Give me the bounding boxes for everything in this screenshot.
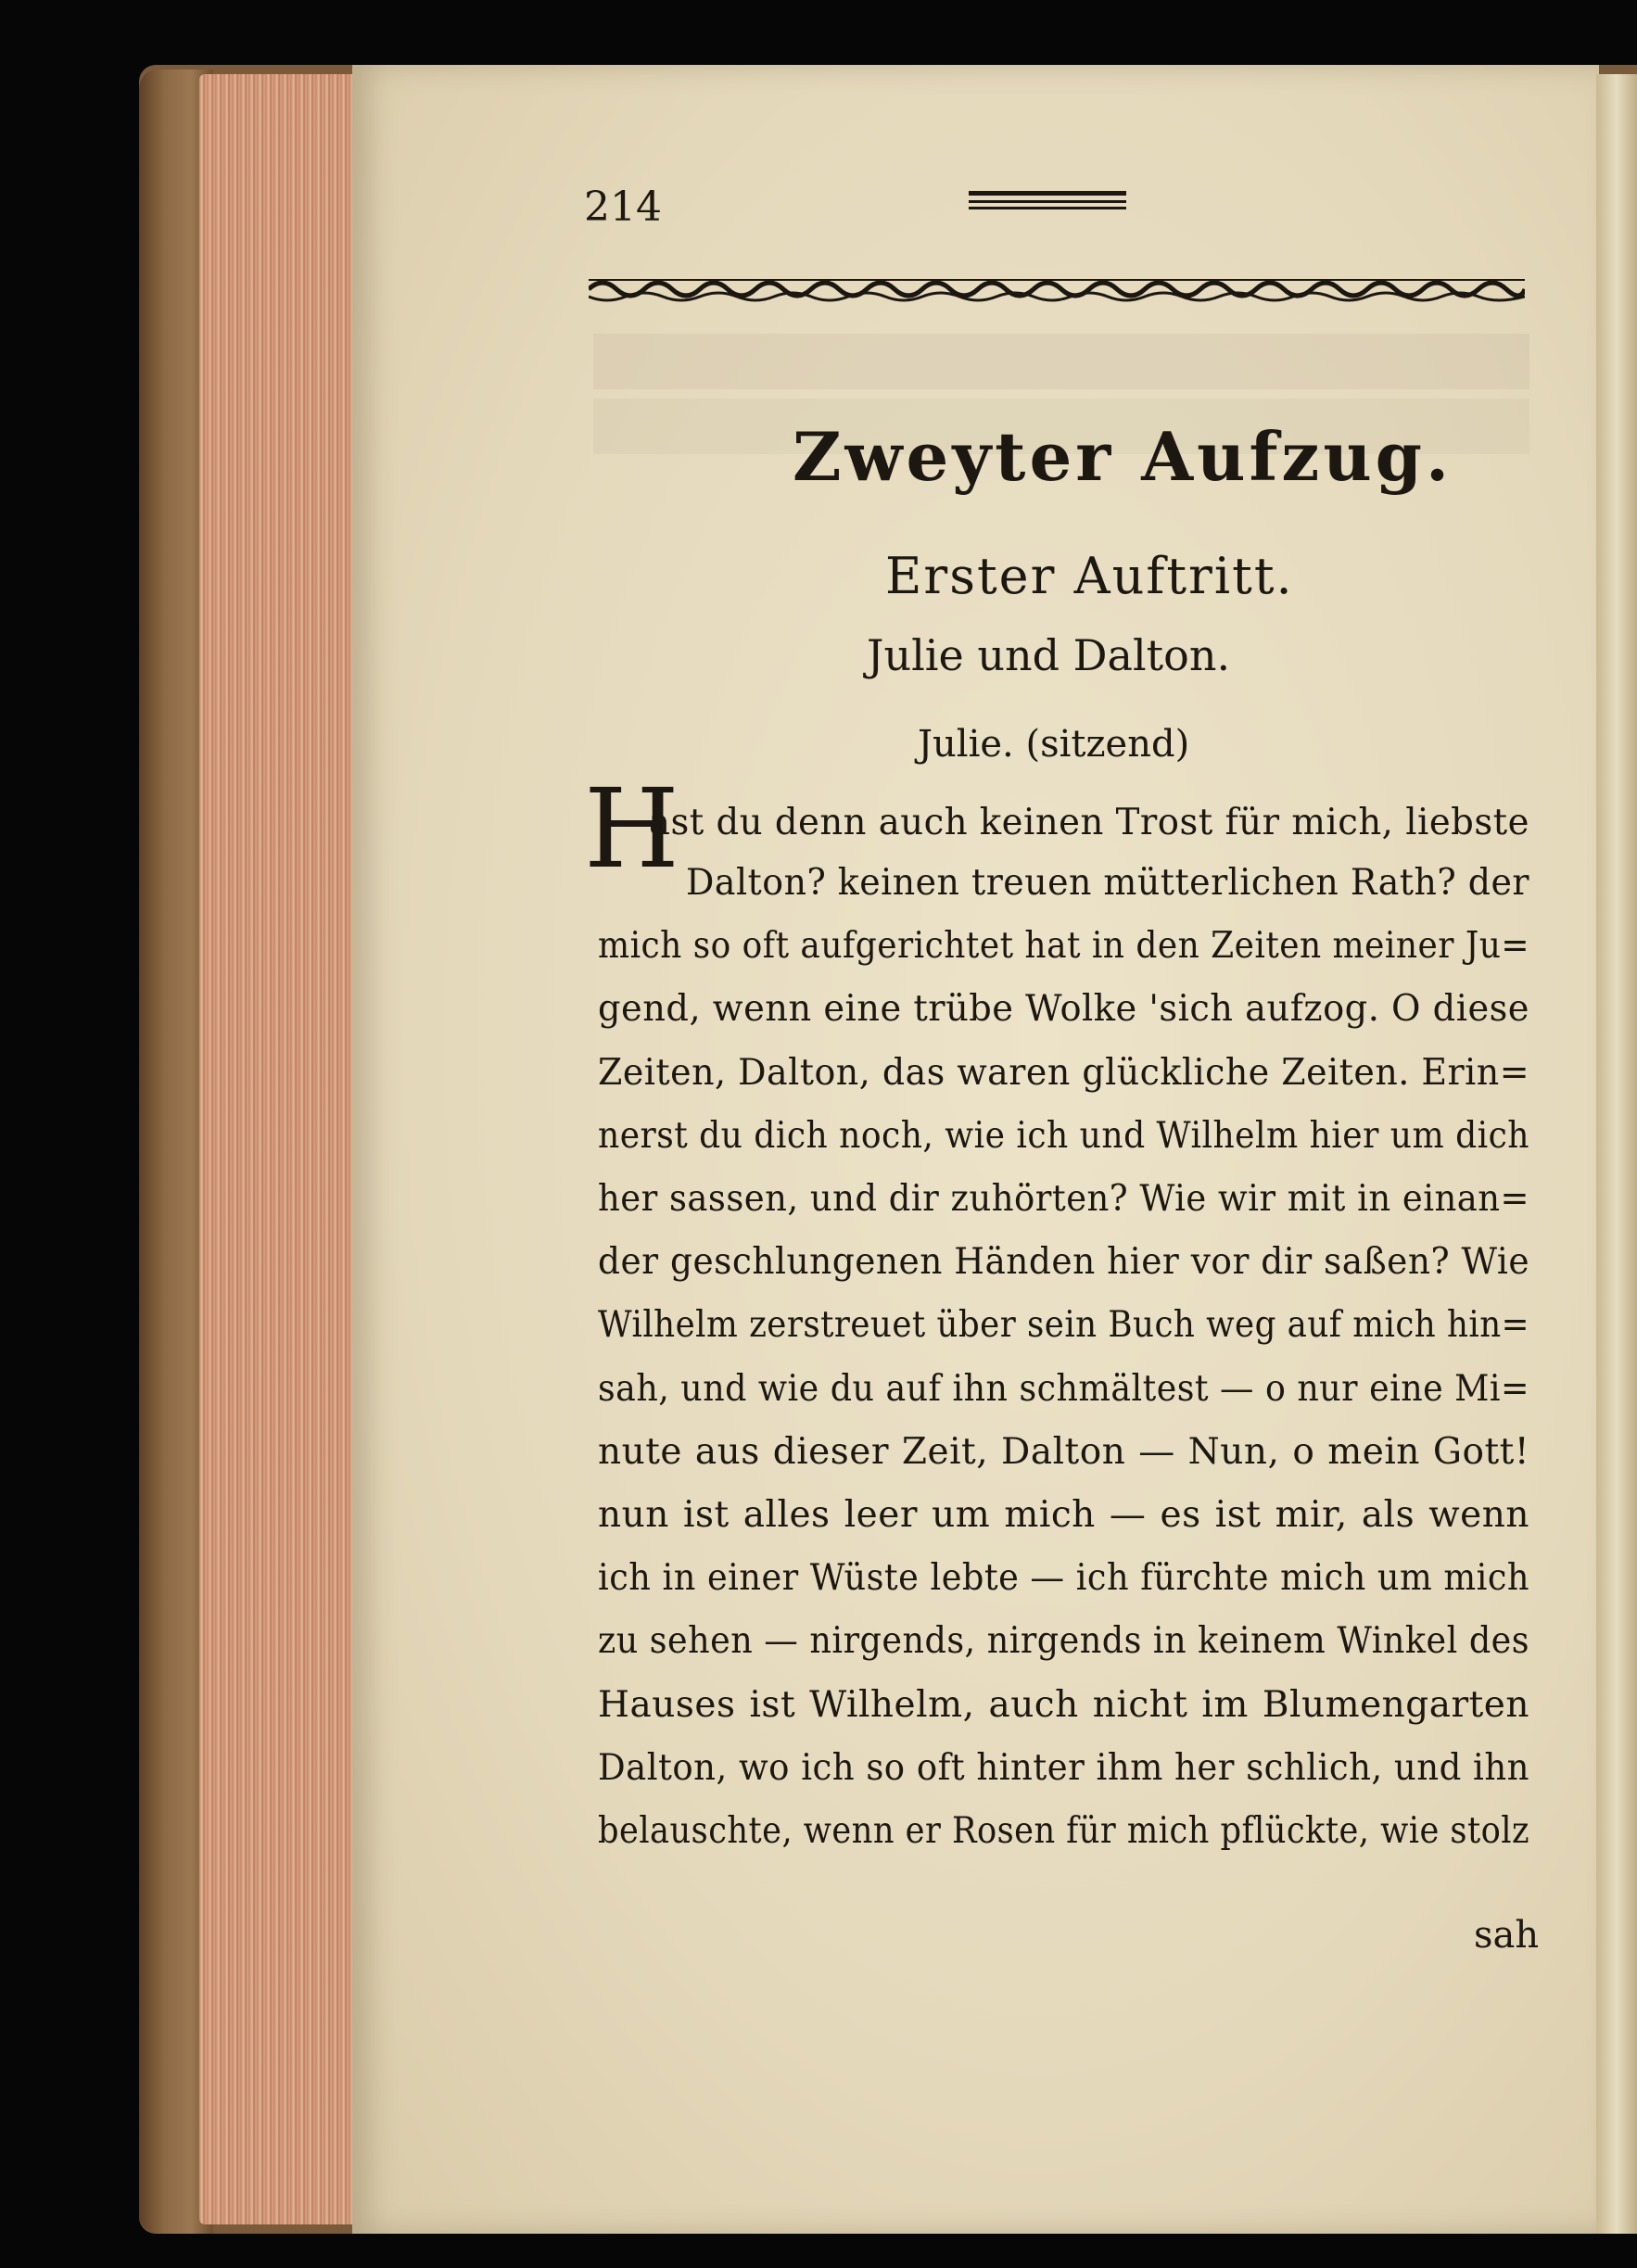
- body-text-line: der geschlungenen Händen hier vor dir saßen? Wie: [598, 1241, 1529, 1283]
- body-text-line: her sassen, und dir zuhörten? Wie wir mit in einan=: [598, 1178, 1529, 1220]
- page-stack-edge: [199, 74, 357, 2224]
- speaker-direction: Julie. (sitzend): [918, 723, 1190, 766]
- ornamental-border: [589, 269, 1525, 306]
- body-text-line: nerst du dich noch, wie ich und Wilhelm hier um dich: [598, 1115, 1529, 1157]
- scene-title: Erster Auftritt.: [885, 547, 1294, 605]
- body-text-line: Hauses ist Wilhelm, auch nicht im Blumengarten: [598, 1684, 1529, 1726]
- scene-characters: Julie und Dalton.: [867, 630, 1231, 680]
- body-text-line: mich so oft aufgerichtet hat in den Zeiten meiner Ju=: [598, 925, 1529, 967]
- body-text-line: ich in einer Wüste lebte — ich fürchte mich um mich: [598, 1557, 1529, 1599]
- header-rule: [969, 191, 1126, 211]
- facing-page-edge: [1596, 74, 1637, 2234]
- drop-cap: H: [584, 765, 679, 893]
- page-number: 214: [584, 184, 662, 231]
- body-text-line: ast du denn auch keinen Trost für mich, liebste: [649, 802, 1529, 843]
- body-text-line: Zeiten, Dalton, das waren glückliche Zeiten. Erin=: [598, 1052, 1529, 1094]
- body-text-line: nute aus dieser Zeit, Dalton — Nun, o mein Gott!: [598, 1431, 1529, 1473]
- body-text-line: zu sehen — nirgends, nirgends in keinem Winkel des: [598, 1620, 1529, 1662]
- body-text-line: Wilhelm zerstreuet über sein Buch weg auf mich hin=: [598, 1304, 1529, 1346]
- catchword: sah: [1474, 1914, 1540, 1957]
- body-text-line: belauschte, wenn er Rosen für mich pflückte, wie stolz: [598, 1810, 1529, 1852]
- body-text-line: gend, wenn eine trübe Wolke 'sich aufzog. O diese: [598, 988, 1529, 1030]
- act-title: Zweyter Aufzug.: [793, 417, 1453, 496]
- body-text-line: sah, und wie du auf ihn schmältest — o nur eine Mi=: [598, 1368, 1529, 1410]
- body-text-line: Dalton, wo ich so oft hinter ihm her schlich, und ihn: [598, 1747, 1529, 1789]
- body-text-line: Dalton? keinen treuen mütterlichen Rath? der: [686, 862, 1529, 904]
- show-through-shadow: [593, 334, 1529, 389]
- body-text-line: nun ist alles leer um mich — es ist mir, als wenn: [598, 1494, 1529, 1536]
